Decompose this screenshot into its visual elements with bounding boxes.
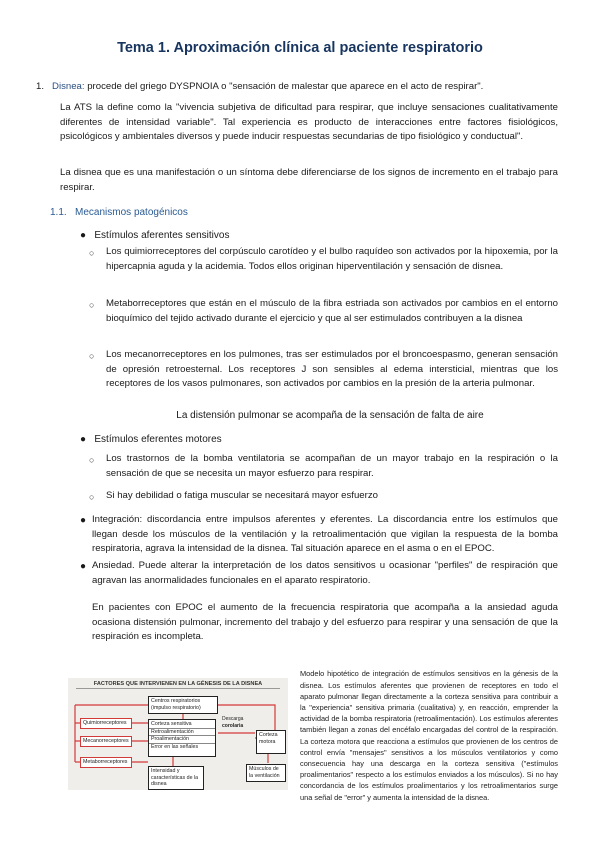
- sub-bullet-marker: ○: [89, 455, 95, 465]
- label-corolaria: corolaria: [222, 723, 244, 729]
- box-quimiorreceptores: Quimiorreceptores: [80, 718, 132, 729]
- section-disnea-heading: [36, 80, 556, 95]
- bullet-dot: ●: [80, 515, 87, 526]
- paragraph-integracion: Integración: discordancia entre impulsos aferentes y eferentes. La discordancia entre los estímulos que llegan desde los músculos de la ventilación y la retroalimentación que vigilan la respuesta de la bomba respiratoria, agrava la intensidad de la disnea. Tal situación aparece en el asma o en el EPOC.: [92, 514, 558, 554]
- sub-bullet-marker: ○: [89, 248, 95, 258]
- disnea-term: Disnea:: [52, 81, 85, 92]
- subsection-title: Mecanismos patogénicos: [75, 207, 188, 218]
- item-mecanorreceptores: Los mecanorreceptores en los pulmones, tras ser estimulados por el broncoespasmo, generan sensación de opresión retroesternal. Los receptores J son sensibles al edema intersticial, mientras que los receptores de los vasos pulmonares, son activados por cambios en la presión de la arteria pulmonar.: [106, 349, 558, 389]
- item-debilidad: Si hay debilidad o fatiga muscular se necesitará mayor esfuerzo: [106, 490, 378, 501]
- box-intensidad-disnea: Intensidad y características de la disnea: [148, 766, 204, 790]
- bullet-aferentes: [80, 230, 229, 241]
- box-corteza-motora: Corteza motora: [256, 730, 286, 754]
- disnea-definition: procede del griego DYSPNOIA o "sensación de malestar que aparece en el acto de respirar".: [87, 81, 484, 92]
- item-quimiorreceptores: Los quimiorreceptores del corpúsculo carotídeo y el bulbo raquídeo son activados por la hipoxemia, por la hipercapnia aguda y la acidemia. Todos ellos originan hiperventilación y sensación de disnea.: [106, 246, 558, 272]
- bullet-dot: ●: [80, 434, 87, 445]
- bullet-eferentes: [80, 434, 222, 445]
- note-distension: La distensión pulmonar se acompaña de la sensación de falta de aire: [176, 410, 484, 421]
- sub-bullet-marker: ○: [89, 492, 95, 502]
- box-corteza-sensitiva: [148, 719, 216, 757]
- sub-bullet-marker: ○: [89, 300, 95, 310]
- paragraph-ansiedad: Ansiedad. Puede alterar la interpretación de los datos sensitivos u ocasionar "perfiles" de respiración que agravan las anormalidades funcionales en el aparato respiratorio.: [92, 560, 558, 586]
- label-descarga: Descarga: [222, 716, 244, 722]
- paragraph-diferenciar: La disnea que es una manifestación o un síntoma debe diferenciarse de los signos de incremento en el trabajo para respirar.: [60, 167, 558, 193]
- corteza-line: Corteza sensitiva: [151, 721, 192, 727]
- corteza-line: Retroalimentación: [151, 728, 194, 735]
- item-metaborreceptores: Metaborreceptores que están en el músculo de la fibra estriada son activados por cambios en el entorno bioquímico del tejido activado durante el ejercicio y que al ser estimulados contribuyen a la disnea: [106, 298, 558, 324]
- subsection-number: 1.1.: [50, 207, 67, 218]
- box-centros-respiratorios: Centros respiratorios (impulso respiratorio): [148, 696, 218, 714]
- section-number: 1.: [36, 81, 45, 92]
- corteza-line: Error en las señales: [151, 743, 199, 750]
- paragraph-ats: La ATS la define como la "vivencia subjetiva de dificultad para respirar, que incluye sensaciones cualitativamente diferentes de intensidad variable". Tal experiencia es producto de interacciones entre factores fisiológicos, psicológicos y ambientales diversos y puede inducir respuestas secundarias de tipo fisiológico y conductual".: [60, 102, 558, 142]
- box-mecanorreceptores: Mecanorreceptores: [80, 736, 132, 747]
- box-musculos-ventilacion: Músculos de la ventilación: [246, 764, 286, 782]
- item-bomba-ventilatoria: Los trastornos de la bomba ventilatoria se acompañan de un mayor trabajo en la respiración o la sensación de que se necesita un mayor esfuerzo para respirar.: [106, 453, 558, 479]
- paragraph-epoc: En pacientes con EPOC el aumento de la frecuencia respiratoria que acompaña a la ansiedad aguda ocasiona distensión pulmonar, incremento del trabajo y del esfuerzo para respirar y una sensación de que la respiración es incompleta.: [92, 602, 558, 642]
- box-metaborreceptores: Metaborreceptores: [80, 757, 132, 768]
- bullet-dot: ●: [80, 230, 87, 241]
- subsection-heading: [50, 207, 188, 218]
- figure-caption: Modelo hipotético de integración de estímulos sensitivos en la génesis de la disnea. Los estímulos aferentes que provienen de receptores en todo el aparato pulmonar llegan directamente a la corteza sensitiva para contribuir a la "experiencia" sensitiva primaria (cualitativa) y, en reacción, emprender la actividad de la bomba respiratoria (retroalimentación). Los estímulos aferentes también llegan a zonas del encéfalo encargadas del control de la respiración. La corteza motora que reacciona a estímulos que provienen de los centros de control envía "mensajes" sensitivos a los músculos ventilatorios y como consecuencia hay una descarga en la corteza sensitiva ("estímulos proalimentarios" respecto a los estímulos enviados a los músculos). Si no hay concordancia de los estímulos proalimentarios y los retroalimentarios surge una señal de "error" y aumenta la intensidad de la disnea.: [300, 669, 558, 802]
- eferentes-label: Estímulos eferentes motores: [94, 434, 222, 445]
- aferentes-label: Estímulos aferentes sensitivos: [94, 230, 230, 241]
- bullet-dot: ●: [80, 561, 87, 572]
- figure-disnea-diagram: [68, 678, 288, 790]
- figure-title: FACTORES QUE INTERVIENEN EN LA GÉNESIS DE LA DISNEA: [93, 681, 263, 687]
- corteza-line: Proalimentación: [151, 736, 189, 742]
- sub-bullet-marker: ○: [89, 351, 95, 361]
- page-title: Tema 1. Aproximación clínica al paciente respiratorio: [117, 40, 483, 56]
